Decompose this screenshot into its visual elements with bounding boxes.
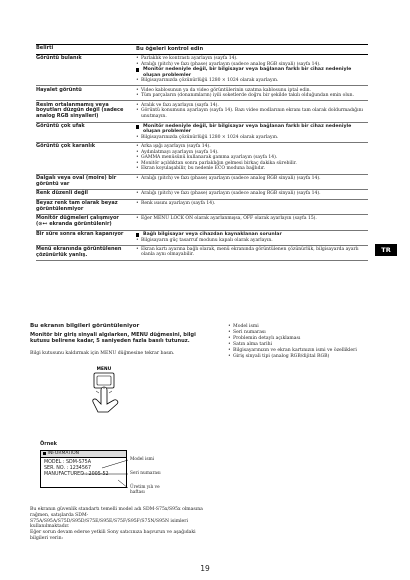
info-model-line: MODEL : SDM-S75A	[44, 459, 92, 465]
check-cell	[136, 201, 368, 213]
callout-manufacture-date: Üretim yılı ve haftası	[130, 485, 160, 496]
check-item: • Tüm parçaların (donanımların) iyili soketlerde doğru bir şekilde takılı olduğundan emin olun.	[136, 93, 368, 99]
check-item: • Bilgisayarınızda çözünürlüğü 1280 × 1024 olarak ayarlayın.	[136, 135, 368, 141]
check-cell	[136, 232, 368, 243]
check-item: • Aydınlatmayı ayarlayın (sayfa 14).	[136, 150, 368, 156]
symptom-cell: Görüntü bulanık	[36, 55, 82, 62]
symptom-cell: Görüntü çok karanlık	[36, 143, 96, 150]
table-row	[36, 143, 368, 174]
symptom-cell: Renk düzenli değil	[36, 190, 89, 197]
check-item: • Monitör açıldıktan sonra parlaklığın gelmesi birkaç dakika sürebilir.	[136, 161, 368, 167]
table-row	[36, 86, 368, 101]
info-list-item: • Bilgisayarınızın ve ekran kartınızın ismi ve özellikleri	[228, 348, 388, 354]
table-body	[36, 55, 368, 261]
info-instruction: Monitör bir giriş sinyali algılarken, MENU düğmesini, bilgi kutusu belirene kadar, 5 saniyeden fazla basılı tutunuz.	[30, 332, 196, 345]
info-section-title: Bu ekranın bilgileri görüntüleniyor	[30, 323, 140, 329]
check-cell	[136, 176, 368, 188]
bottom-notes	[30, 507, 208, 542]
check-cell	[136, 247, 368, 259]
info-serial-line: SER. NO. : 1234567	[44, 465, 92, 471]
language-tab: TR	[375, 244, 397, 256]
check-item: • Eğer MENU LOCK ON olarak ayarlanmışsa, OFF olarak ayarlayın (sayfa 15).	[136, 216, 368, 222]
table-row	[36, 215, 368, 230]
symptom-cell: Monitör düğmeleri çalışmıyor (⊙⊷ ekranda görüntülenir)	[36, 215, 119, 228]
info-list-item: • Satın alma tarihi	[228, 342, 388, 348]
check-cell	[136, 191, 368, 197]
symptom-cell: Menü ekranında görüntülenen çözünürlük yanlış.	[36, 245, 122, 258]
check-cell	[136, 88, 368, 99]
info-instruction-close: Bilgi kutusunu kaldırmak için MENU düğmesine tekrar basın.	[30, 351, 175, 356]
check-item: • Bilgisayarın güç tasarruf modunu kapalı olarak ayarlayın.	[136, 238, 368, 244]
table-row	[36, 190, 368, 200]
check-item: • Arka ışığı ayarlayın (sayfa 14).	[136, 144, 368, 150]
table-row	[36, 175, 368, 190]
callout-model-name: Model ismi	[130, 457, 155, 462]
table-row	[36, 246, 368, 261]
menu-button-illustration	[84, 362, 124, 414]
cause-heading: Bağlı bilgisayar veya cihazdan kaynaklanan sorunlar	[136, 232, 368, 238]
check-cell	[136, 144, 368, 172]
table-row	[36, 101, 368, 122]
info-list-item: • Model ismi	[228, 324, 388, 330]
callout-serial-number: Seri numarası	[130, 471, 161, 476]
contact-dealer-note: Eğer sorun devam ederse yetkili Sony satıcınıza başvurun ve aşağıdaki bilgileri verin:	[30, 530, 196, 541]
check-cell	[136, 103, 368, 120]
check-item: • Ekran kartı ayarına bağlı olarak, menü ekranında görüntülenen çözünürlük, bilgisayarda ayarlı olanla aynı olmayabilir.	[136, 247, 368, 258]
info-list-item: • Giriş sinyali tipi (analog RGB/dijital RGB)	[228, 354, 388, 360]
check-cell	[136, 124, 368, 141]
cause-heading: Monitör nedeniyle değil, bir bilgisayar veya bağlanan farklı bir cihaz nedeniyle oluşan problemler	[136, 124, 368, 135]
check-item: • Aralığı (pitch) ve fazı (phase) ayarlayın (sadece analog RGB sinyali) (sayfa 14).	[136, 191, 368, 197]
check-item: • Renk ısısını ayarlayın (sayfa 14).	[136, 201, 368, 207]
finger-press-icon	[93, 387, 118, 412]
page-number: 19	[200, 564, 210, 573]
check-item: • Parlaklık ve kontrastı ayarlayın (sayfa 14).	[136, 56, 368, 62]
symptom-cell: Beyaz renk tam olarak beyaz görüntülenmiyor	[36, 199, 118, 212]
info-box-lines	[41, 458, 126, 479]
example-label: Örnek	[40, 441, 57, 447]
check-item: • GAMMA menüsünü kullanarak gamma ayarlayın (sayfa 14).	[136, 155, 368, 161]
check-cell	[136, 216, 368, 228]
header-check: Bu öğeleri kontrol edin	[136, 46, 204, 53]
menu-button-label: MENU	[96, 367, 112, 372]
table-row	[36, 55, 368, 87]
check-item: • Aralığı (pitch) ve fazı (phase) ayarlayın (sadece analog RGB sinyali) (sayfa 14).	[136, 62, 368, 68]
symptom-cell: Bir süre sonra ekran kapanıyor	[36, 230, 124, 237]
check-item: • Görüntü konumunu ayarlayın (sayfa 14). Bazı video modlarının ekranı tam olarak doldurmadığını unutmayın.	[136, 108, 368, 119]
symptom-cell: Dalgalı veya oval (moire) bir görüntü var	[36, 174, 117, 187]
symptom-cell: Hayalet görüntü	[36, 86, 82, 93]
symptom-cell: Resim ortalanmamış veya boyutları düzgün değil (sadece analog RGB sinyalleri)	[36, 101, 124, 120]
check-item: • Bilgisayarınızda çözünürlüğü 1280 × 1024 olarak ayarlayın.	[136, 78, 368, 84]
info-box-example	[40, 450, 127, 488]
check-cell	[136, 56, 368, 84]
check-item: • Ekran koyulaşabilir, bu nedenle ECO moduna bağlıdır.	[136, 166, 368, 172]
check-item: • Aralık ve fazı ayarlayın (sayfa 14).	[136, 103, 368, 109]
model-name-note: Bu ekranın güvenlik standartı temelli model adı SDM-S75x/S95x olmasına rağmen, satışlarda SDM-S75A/S95A/S75D/S95D/S75E/S95E/S75F/S95F/S75N/S95N isimleri kullanılmaktadır.	[30, 507, 203, 530]
info-manufactured-line: MANUFACTURED : 2005-52	[44, 471, 109, 477]
table-row	[36, 231, 368, 246]
symptom-cell: Görüntü çok ufak	[36, 122, 85, 129]
table-header	[36, 44, 368, 55]
info-square-icon	[43, 452, 46, 455]
troubleshooting-table	[36, 44, 368, 261]
info-list-item: • Seri numarası	[228, 330, 388, 336]
info-list-item: • Problemin detaylı açıklaması	[228, 336, 388, 342]
info-box-title: INFORMATION	[47, 451, 80, 457]
table-row	[36, 200, 368, 215]
check-item: • Aralığı (pitch) ve fazı (phase) ayarlayın (sadece analog RGB sinyali) (sayfa 14).	[136, 176, 368, 182]
info-required-list	[228, 324, 388, 360]
table-row	[36, 123, 368, 144]
header-symptom: Belirti	[36, 45, 54, 52]
cause-heading: Monitör nedeniyle değil, bir bilgisayar veya bağlanan farklı bir cihaz nedeniyle oluşan problemler	[136, 67, 368, 78]
check-item: • Video kablosunun ya da video görüntülerinin uzatma kablosunu iptal edin.	[136, 88, 368, 94]
